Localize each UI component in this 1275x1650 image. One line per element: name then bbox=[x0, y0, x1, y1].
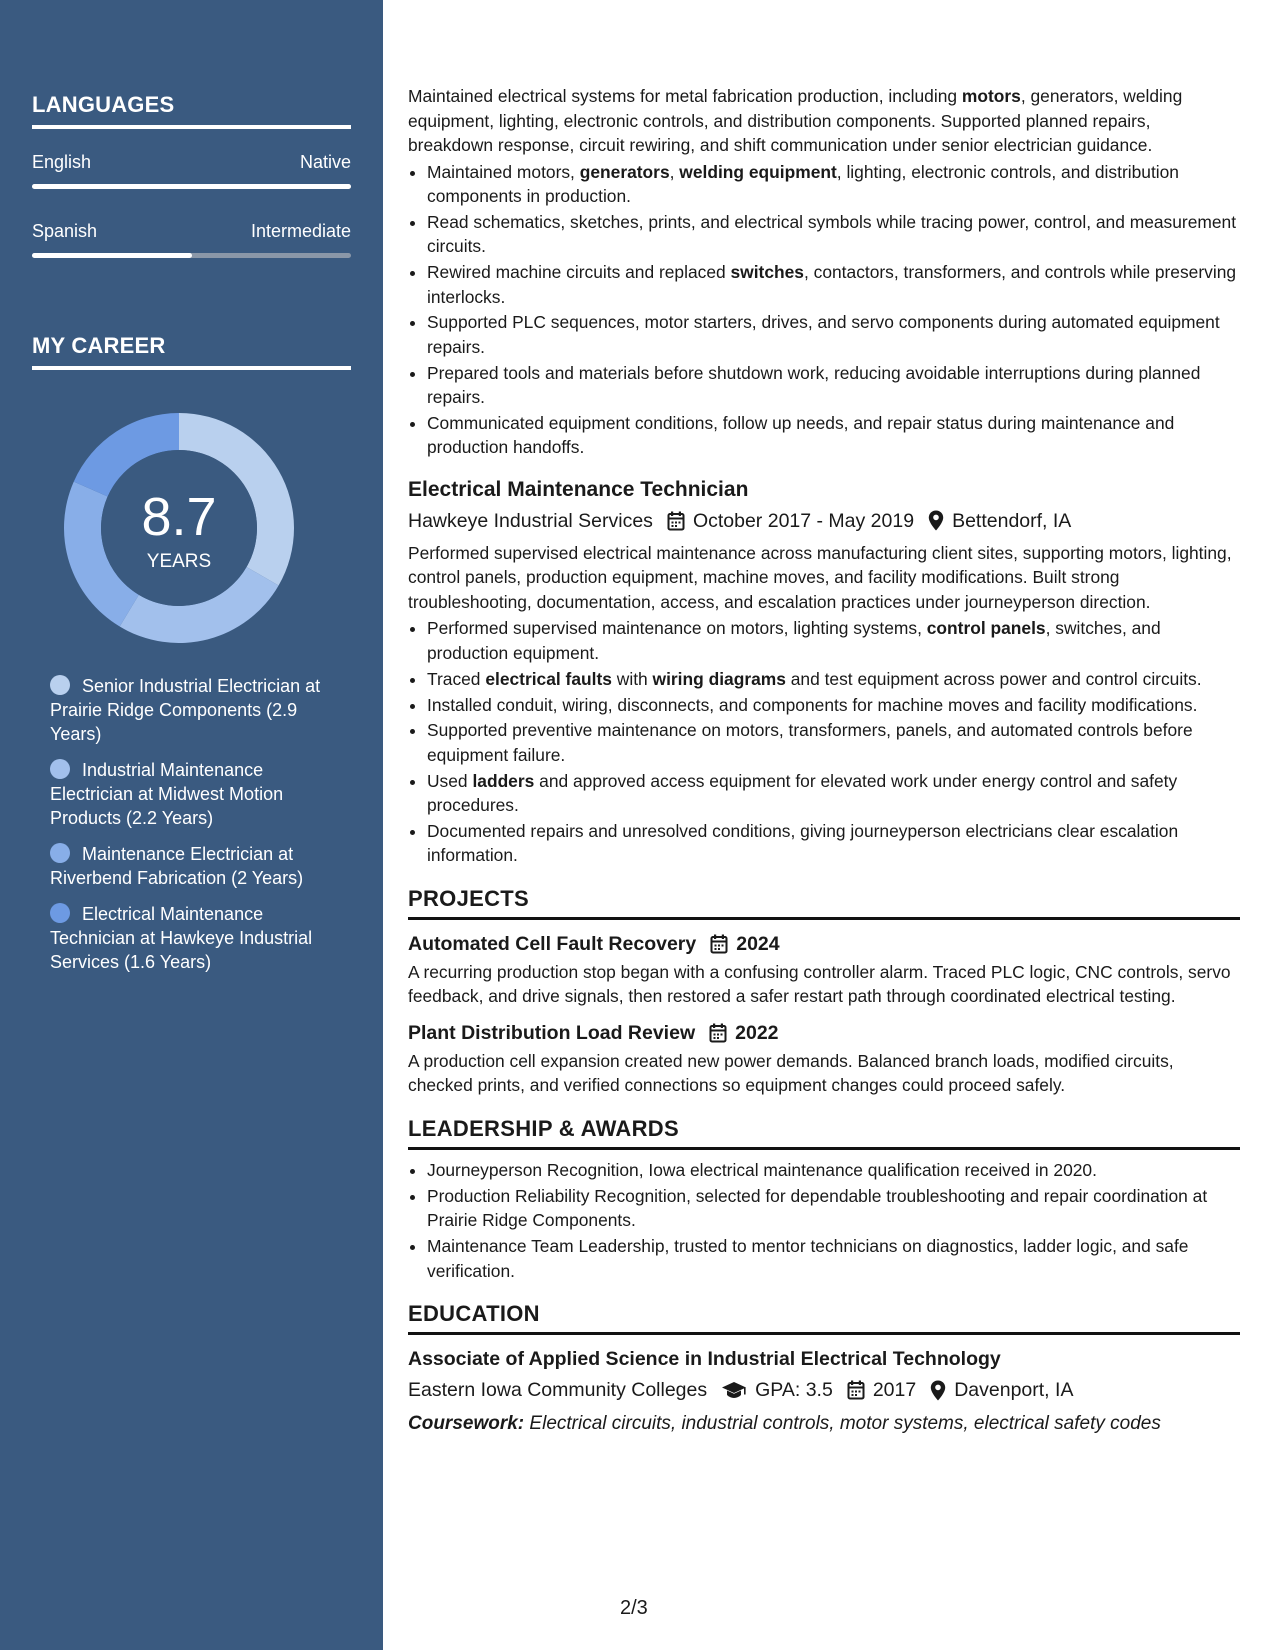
career-legend-label: Maintenance Electrician at Riverbend Fabrication (2 Years) bbox=[50, 844, 304, 888]
career-legend bbox=[50, 674, 340, 986]
bold-keyword: wiring diagrams bbox=[652, 668, 786, 689]
map-pin-icon bbox=[928, 510, 944, 531]
job-bullet bbox=[427, 210, 1240, 259]
text-run: , generators, welding equipment, lighting, electronic controls, and distribution components. Supported planned repairs, breakdown response, circuit rewiring, and shift communication under senior electrician guidance. bbox=[408, 86, 1183, 155]
education-coursework bbox=[408, 1410, 1240, 1438]
text-run: with bbox=[611, 668, 653, 689]
text-run: Rewired machine circuits and replaced bbox=[427, 262, 731, 283]
text-run: Traced bbox=[427, 668, 486, 689]
text-run: Supported preventive maintenance on motors, transformers, panels, and automated controls before equipment failure. bbox=[427, 720, 1193, 765]
job-bullets bbox=[408, 616, 1240, 867]
main-content bbox=[408, 84, 1240, 1438]
job-bullet bbox=[427, 411, 1240, 460]
legend-dot bbox=[50, 759, 70, 779]
language-name: English bbox=[32, 152, 92, 172]
text-run: Supported PLC sequences, motor starters, drives, and servo components during automated equipment repairs. bbox=[427, 312, 1220, 357]
award-item: • Production Reliability Recognition, selected for dependable troubleshooting and repair coordination at Prairie Ridge Components. bbox=[427, 1184, 1240, 1233]
bold-keyword: welding equipment bbox=[679, 161, 837, 182]
text-run: , contactors, transformers, and controls while preserving interlocks. bbox=[427, 262, 1237, 307]
project-name: Plant Distribution Load Review bbox=[408, 1021, 696, 1044]
career-donut-chart bbox=[64, 413, 294, 643]
text-run: Read schematics, sketches, prints, and electrical symbols while tracing power, control, and measurement circuits. bbox=[427, 211, 1237, 257]
project-year: 2024 bbox=[736, 932, 780, 955]
project-item bbox=[408, 930, 1240, 1009]
career-legend-item bbox=[50, 758, 340, 830]
text-run: Performed supervised maintenance on motors, lighting systems, bbox=[427, 618, 927, 639]
text-run: , switches, and production equipment. bbox=[427, 618, 1161, 663]
job-bullet bbox=[427, 310, 1240, 359]
projects-heading: PROJECTS bbox=[408, 886, 1240, 920]
job-bullet bbox=[427, 667, 1240, 692]
job-bullets bbox=[408, 160, 1240, 460]
project-name: Automated Cell Fault Recovery bbox=[408, 932, 697, 955]
job-location: Bettendorf, IA bbox=[928, 507, 1071, 535]
legend-dot bbox=[50, 903, 70, 923]
job-bullet bbox=[427, 693, 1240, 718]
language-bar-spanish bbox=[32, 253, 351, 258]
language-row-spanish bbox=[32, 221, 351, 242]
education-heading: EDUCATION bbox=[408, 1301, 1240, 1335]
career-total-value: 8.7 bbox=[141, 487, 217, 547]
text-run: and test equipment across power and control circuits. bbox=[785, 668, 1202, 689]
education-degree: Associate of Applied Science in Industrial Electrical Technology bbox=[408, 1348, 1001, 1371]
language-row-english bbox=[32, 152, 351, 173]
job-description bbox=[408, 84, 1240, 158]
job-bullet bbox=[427, 819, 1240, 868]
job-bullet bbox=[427, 361, 1240, 410]
legend-dot bbox=[50, 675, 70, 695]
career-total-unit: YEARS bbox=[146, 551, 212, 572]
job-bullet bbox=[427, 616, 1240, 665]
career-legend-item bbox=[50, 902, 340, 974]
calendar-icon bbox=[710, 934, 728, 954]
page-number: 2/3 bbox=[620, 1597, 648, 1619]
job-title: Electrical Maintenance Technician bbox=[408, 477, 749, 501]
education-school: Eastern Iowa Community Colleges bbox=[408, 1379, 708, 1402]
job-bullet bbox=[427, 260, 1240, 309]
projects-list bbox=[408, 930, 1240, 1098]
text-run: Used bbox=[427, 770, 473, 791]
text-run: Prepared tools and materials before shutdown work, reducing avoidable interruptions during planned repairs. bbox=[427, 362, 1201, 408]
job-bullet bbox=[427, 160, 1240, 209]
leadership-list bbox=[408, 1158, 1240, 1283]
text-run: Documented repairs and unresolved conditions, giving journeyperson electricians clear escalation information. bbox=[427, 820, 1179, 866]
job-description bbox=[408, 541, 1240, 615]
education-year: 2017 bbox=[847, 1376, 916, 1404]
career-heading: MY CAREER bbox=[32, 333, 166, 358]
bold-keyword: switches bbox=[730, 262, 804, 283]
sidebar bbox=[0, 0, 383, 1650]
award-item: • Journeyperson Recognition, Iowa electrical maintenance qualification received in 2020. bbox=[427, 1158, 1240, 1183]
career-legend-label: Electrical Maintenance Technician at Hawkeye Industrial Services (1.6 Years) bbox=[50, 904, 313, 972]
project-item bbox=[408, 1019, 1240, 1098]
languages-heading: LANGUAGES bbox=[32, 92, 175, 117]
education-gpa: GPA: 3.5 bbox=[721, 1376, 833, 1404]
calendar-icon bbox=[847, 1380, 865, 1400]
leadership-heading: LEADERSHIP & AWARDS bbox=[408, 1116, 1240, 1150]
language-bar-english bbox=[32, 184, 351, 189]
project-description: A recurring production stop began with a confusing controller alarm. Traced PLC logic, CNC controls, servo feedback, and drive signals, then restored a safer restart path through coordinated electrical testing. bbox=[408, 961, 1231, 1007]
education-location: Davenport, IA bbox=[930, 1376, 1073, 1404]
career-heading-rule bbox=[32, 366, 351, 370]
legend-dot bbox=[50, 843, 70, 863]
graduation-cap-icon bbox=[721, 1380, 747, 1400]
text-run: Installed conduit, wiring, disconnects, and components for machine moves and facility modifications. bbox=[427, 694, 1198, 715]
text-run: Performed supervised electrical maintenance across manufacturing client sites, supporting motors, lighting, control panels, production equipment, machine moves, and facility modifications. Built strong troubleshooting, documentation, access, and escalation practices under journeyperson direction. bbox=[408, 542, 1232, 612]
text-run: , bbox=[669, 161, 680, 182]
language-name: Spanish bbox=[32, 221, 98, 241]
job-meta bbox=[408, 507, 1240, 535]
text-run: Maintained motors, bbox=[427, 161, 580, 182]
language-level: Intermediate bbox=[250, 221, 351, 241]
career-legend-label: Industrial Maintenance Electrician at Midwest Motion Products (2.2 Years) bbox=[50, 760, 284, 828]
job-bullet bbox=[427, 718, 1240, 767]
bold-keyword: control panels bbox=[926, 618, 1046, 639]
bold-keyword: electrical faults bbox=[485, 668, 612, 689]
language-bar-fill bbox=[32, 184, 351, 189]
project-description: A production cell expansion created new power demands. Balanced branch loads, modified circuits, checked prints, and verified connections so equipment changes could proceed safely. bbox=[408, 1050, 1174, 1096]
career-legend-item bbox=[50, 842, 340, 890]
map-pin-icon bbox=[930, 1380, 946, 1401]
language-level: Native bbox=[299, 152, 351, 172]
career-legend-label: Senior Industrial Electrician at Prairie Ridge Components (2.9 Years) bbox=[50, 676, 321, 744]
career-legend-item bbox=[50, 674, 340, 746]
job-bullet bbox=[427, 769, 1240, 818]
bold-keyword: motors bbox=[961, 86, 1021, 106]
award-item: • Maintenance Team Leadership, trusted to mentor technicians on diagnostics, ladder logic, and safe verification. bbox=[427, 1234, 1240, 1283]
coursework-text: Electrical circuits, industrial controls, motor systems, electrical safety codes bbox=[529, 1413, 1161, 1435]
text-run: Maintained electrical systems for metal fabrication production, including bbox=[408, 86, 962, 106]
bold-keyword: ladders bbox=[472, 770, 535, 791]
coursework-label: Coursework: bbox=[408, 1413, 525, 1435]
bold-keyword: generators bbox=[579, 161, 670, 182]
text-run: , lighting, electronic controls, and distribution components in production. bbox=[427, 161, 1179, 206]
project-title bbox=[408, 1019, 1240, 1047]
job-dates: October 2017 - May 2019 bbox=[667, 507, 914, 535]
languages-heading-rule bbox=[32, 125, 351, 129]
text-run: Communicated equipment conditions, follow up needs, and repair status during maintenance and production handoffs. bbox=[427, 412, 1175, 458]
project-year: 2022 bbox=[735, 1021, 779, 1044]
education-meta bbox=[408, 1376, 1240, 1404]
project-title bbox=[408, 930, 1240, 958]
calendar-icon bbox=[667, 511, 685, 531]
text-run: and approved access equipment for elevated work under energy control and safety procedures. bbox=[427, 770, 1178, 816]
job-company: Hawkeye Industrial Services bbox=[408, 509, 653, 532]
language-bar-fill bbox=[32, 253, 192, 258]
calendar-icon bbox=[709, 1023, 727, 1043]
